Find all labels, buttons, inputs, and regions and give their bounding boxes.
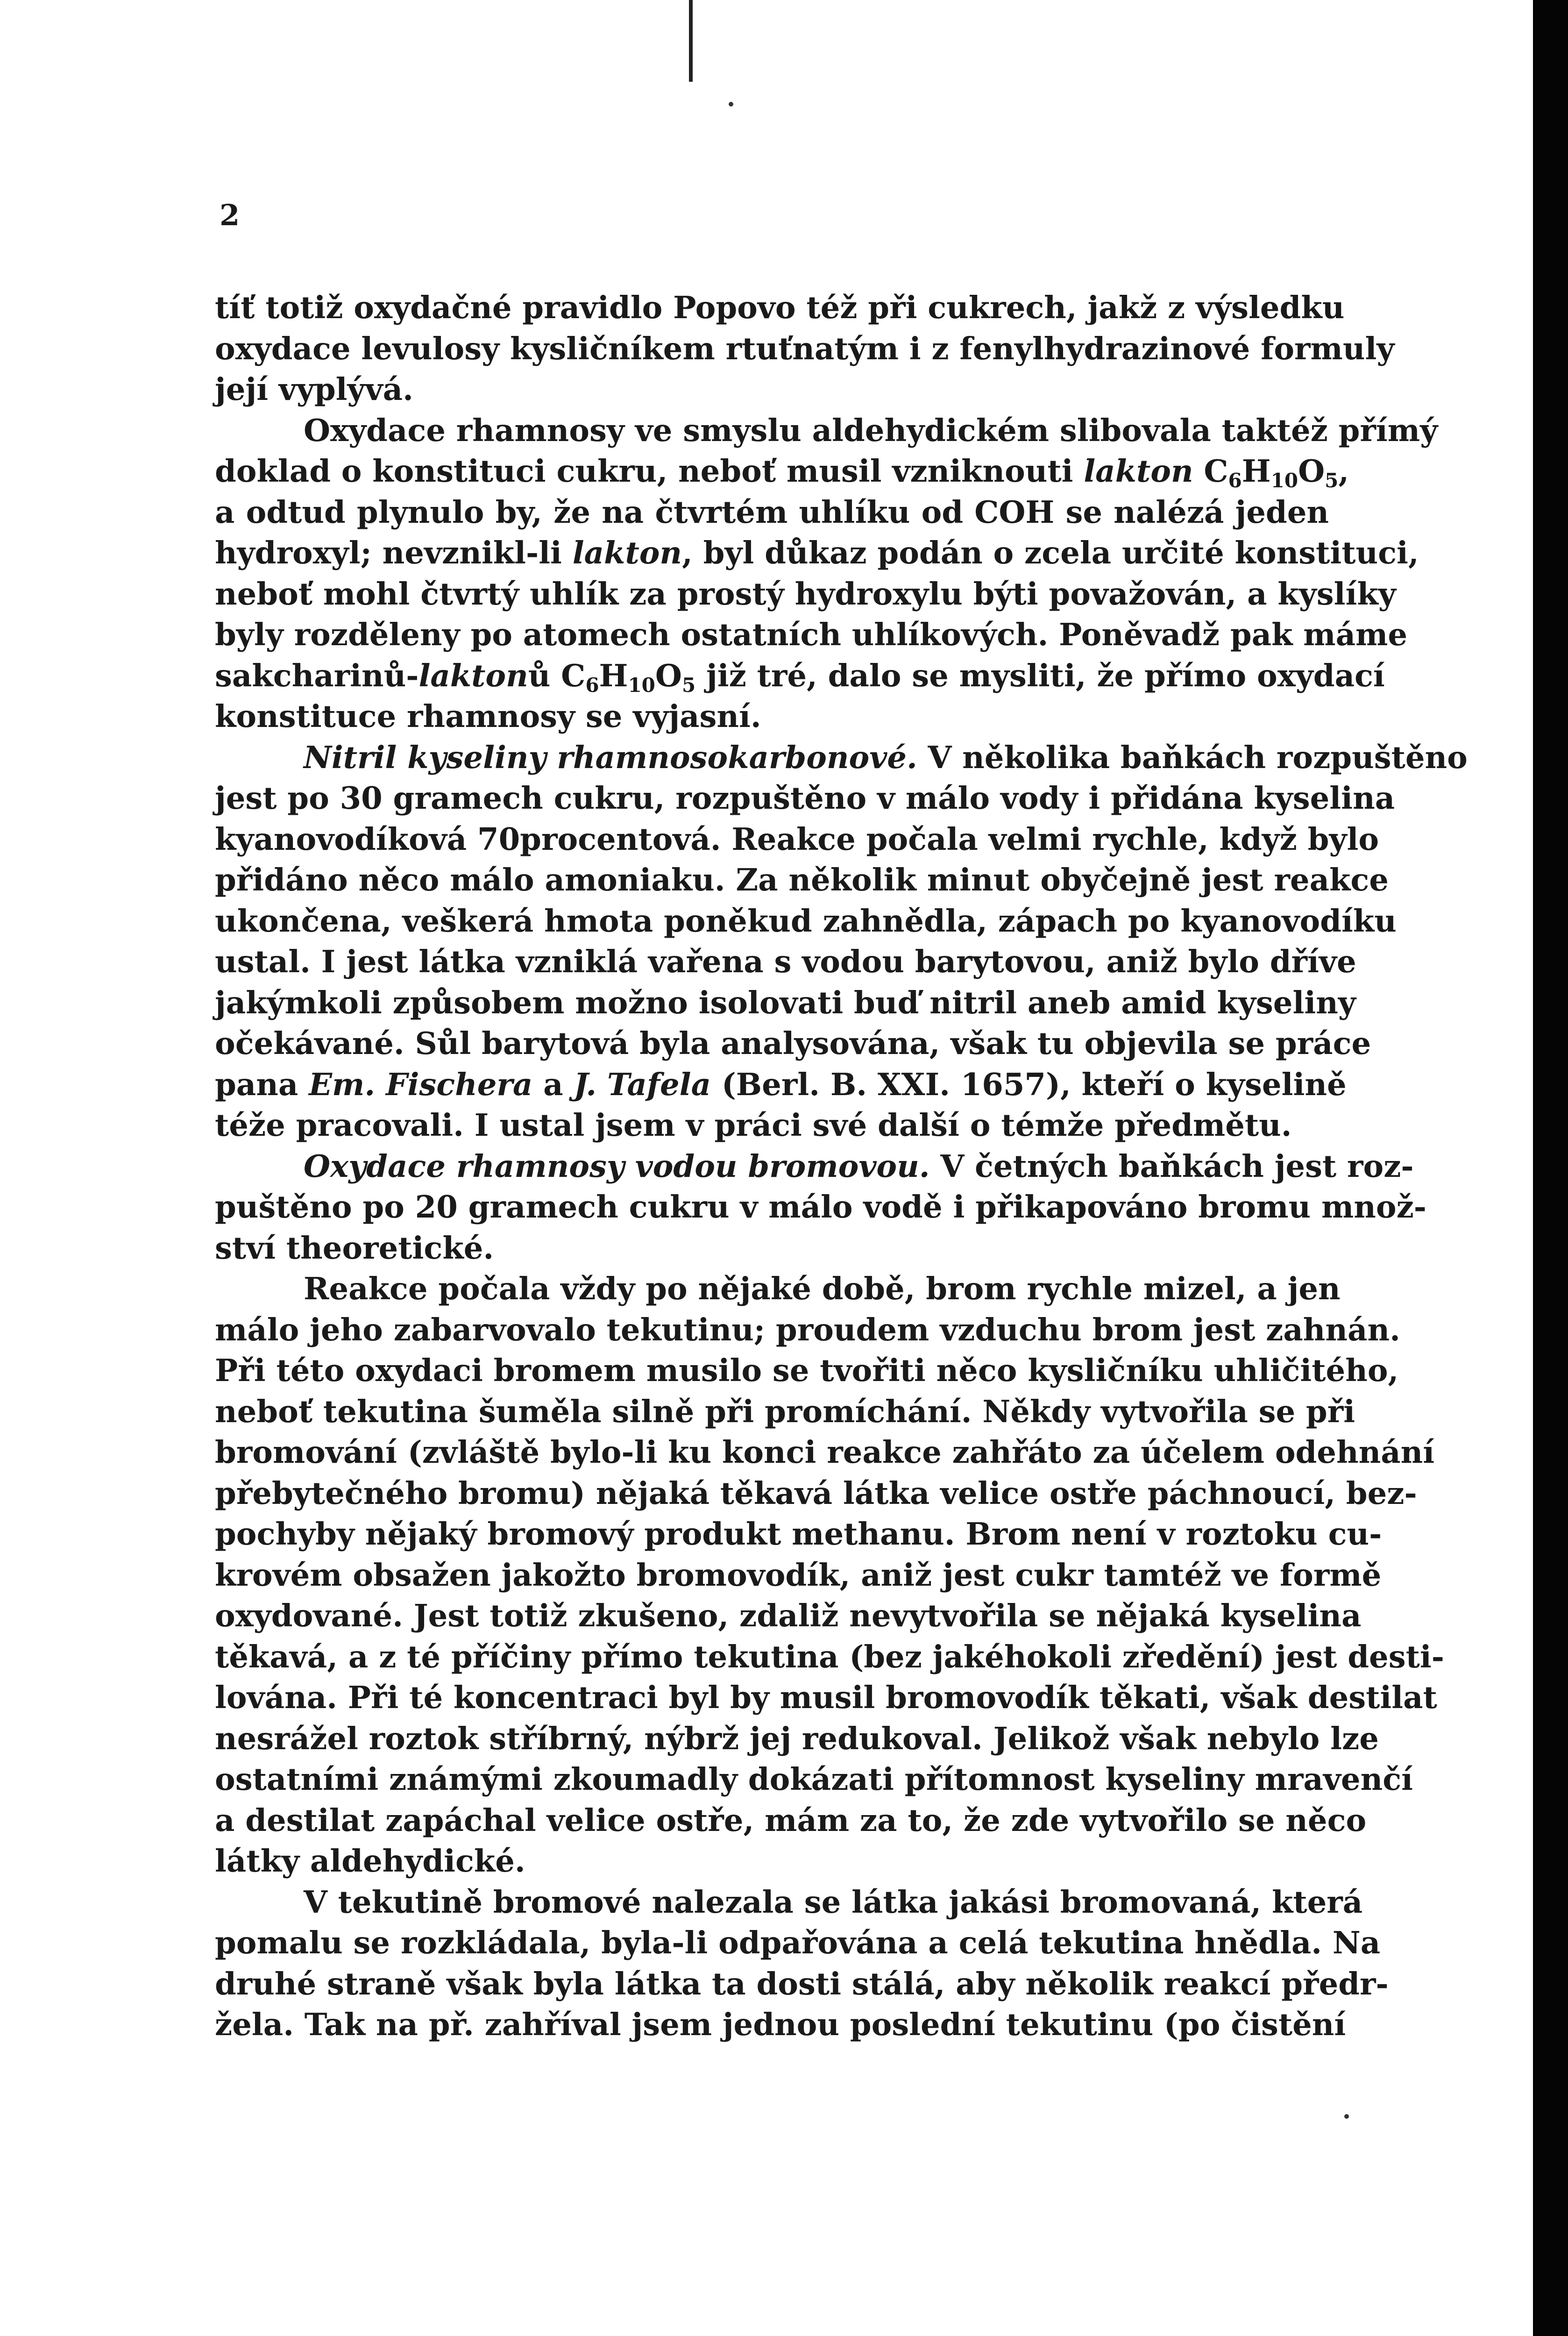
- text-line: žela. Tak na př. zahříval jsem jednou poslední tekutinu (po čistění: [215, 2007, 1346, 2043]
- text-line: jakýmkoli způsobem možno isolovati buď nitril aneb amid kyseliny: [215, 984, 1356, 1021]
- text-line: oxydované. Jest totiž zkušeno, zdaliž nevytvořila se nějaká kyselina: [215, 1598, 1362, 1634]
- text-line: málo jeho zabarvovalo tekutinu; proudem vzduchu brom jest zahnán.: [215, 1311, 1400, 1348]
- text-line: tíť totiž oxydačné pravidlo Popovo též při cukrech, jakž z výsledku: [215, 290, 1345, 326]
- text-line: druhé straně však byla látka ta dosti stálá, aby několik reakcí předr-: [215, 1966, 1389, 2002]
- text-line: Oxydace rhamnosy vodou bromovou. V četných baňkách jest roz-: [304, 1148, 1414, 1184]
- text-line: ství theoretické.: [215, 1230, 494, 1266]
- text-line: konstituce rhamnosy se vyjasní.: [215, 698, 761, 734]
- text-line: a odtud plynulo by, že na čtvrtém uhlíku od COH se nalézá jeden: [215, 494, 1329, 530]
- text-line: nesrážel roztok stříbrný, nýbrž jej redukoval. Jelikož však nebylo lze: [215, 1720, 1379, 1757]
- body-text: [215, 287, 1468, 2045]
- text-line: neboť mohl čtvrtý uhlík za prostý hydroxylu býti považován, a kyslíky: [215, 576, 1396, 612]
- text-line: přidáno něco málo amoniaku. Za několik minut obyčejně jest reakce: [215, 862, 1389, 898]
- text-line: jest po 30 gramech cukru, rozpuštěno v málo vody i přidána kyselina: [215, 780, 1395, 816]
- text-line: bromování (zvláště bylo-li ku konci reakce zahřáto za účelem odehnání: [215, 1434, 1435, 1470]
- text-line: oxydace levulosy kysličníkem rtuťnatým i z fenylhydrazinové formuly: [215, 330, 1395, 367]
- text-line: lována. Při té koncentraci byl by musil bromovodík těkati, však destilat: [215, 1680, 1437, 1716]
- text-line: byly rozděleny po atomech ostatních uhlíkových. Poněvadž pak máme: [215, 617, 1408, 653]
- text-line: a destilat zapáchal velice ostře, mám za to, že zde vytvořilo se něco: [215, 1802, 1367, 1838]
- scan-mark: [689, 0, 693, 82]
- text-line: puštěno po 20 gramech cukru v málo vodě i přikapováno bromu množ-: [215, 1189, 1426, 1225]
- text-line: její vyplývá.: [215, 371, 413, 407]
- text-line: Reakce počala vždy po nějaké době, brom rychle mizel, a jen: [304, 1271, 1341, 1307]
- scan-speck: [729, 102, 733, 107]
- text-line: pochyby nějaký bromový produkt methanu. Brom není v roztoku cu-: [215, 1516, 1382, 1552]
- text-line: ustal. I jest látka vzniklá vařena s vodou barytovou, aniž bylo dříve: [215, 944, 1356, 980]
- text-line: Oxydace rhamnosy ve smyslu aldehydickém slibovala taktéž přímý: [304, 412, 1438, 449]
- text-line: hydroxyl; nevznikl-li lakton, byl důkaz podán o zcela určité konstituci,: [215, 535, 1419, 571]
- text-line: V tekutině bromové nalezala se látka jakási bromovaná, která: [304, 1884, 1363, 1920]
- text-line: pana Em. Fischera a J. Tafela (Berl. B. XXI. 1657), kteří o kyselině: [215, 1066, 1347, 1103]
- scan-edge: [1533, 0, 1568, 2336]
- text-line: očekávané. Sůl barytová byla analysována, však tu objevila se práce: [215, 1026, 1371, 1061]
- text-line: Při této oxydaci bromem musilo se tvořiti něco kysličníku uhličitého,: [215, 1353, 1399, 1389]
- text-line: přebytečného bromu) nějaká těkavá látka velice ostře páchnoucí, bez-: [215, 1475, 1417, 1511]
- text-line: krovém obsažen jakožto bromovodík, aniž jest cukr tamtéž ve formě: [215, 1557, 1382, 1593]
- text-line: ukončena, veškerá hmota poněkud zahnědla, zápach po kyanovodíku: [215, 903, 1397, 939]
- page-number: 2: [220, 198, 240, 232]
- text-line: téže pracovali. I ustal jsem v práci své další o témže předmětu.: [215, 1107, 1292, 1143]
- text-line: Nitril kyseliny rhamnosokarbonové. V několika baňkách rozpuštěno: [304, 739, 1468, 776]
- text-line: těkavá, a z té příčiny přímo tekutina (bez jakéhokoli zředění) jest desti-: [215, 1638, 1444, 1675]
- text-line: látky aldehydické.: [215, 1843, 525, 1879]
- text-line: doklad o konstituci cukru, neboť musil vzniknouti lakton $C_6H_{10}O_5$,: [215, 453, 1349, 492]
- text-line: sakcharinů-laktonů $C_6H_{10}O_5$ již tré, dalo se mysliti, že přímo oxydací: [215, 657, 1385, 697]
- text-line: ostatními známými zkoumadly dokázati přítomnost kyseliny mravenčí: [215, 1761, 1413, 1797]
- text-line: pomalu se rozkládala, byla-li odpařována a celá tekutina hnědla. Na: [215, 1925, 1381, 1961]
- scan-speck: [1344, 2114, 1349, 2119]
- text-line: neboť tekutina šuměla silně při promíchání. Někdy vytvořila se při: [215, 1393, 1355, 1430]
- text-line: kyanovodíková 70procentová. Reakce počala velmi rychle, když bylo: [215, 821, 1379, 857]
